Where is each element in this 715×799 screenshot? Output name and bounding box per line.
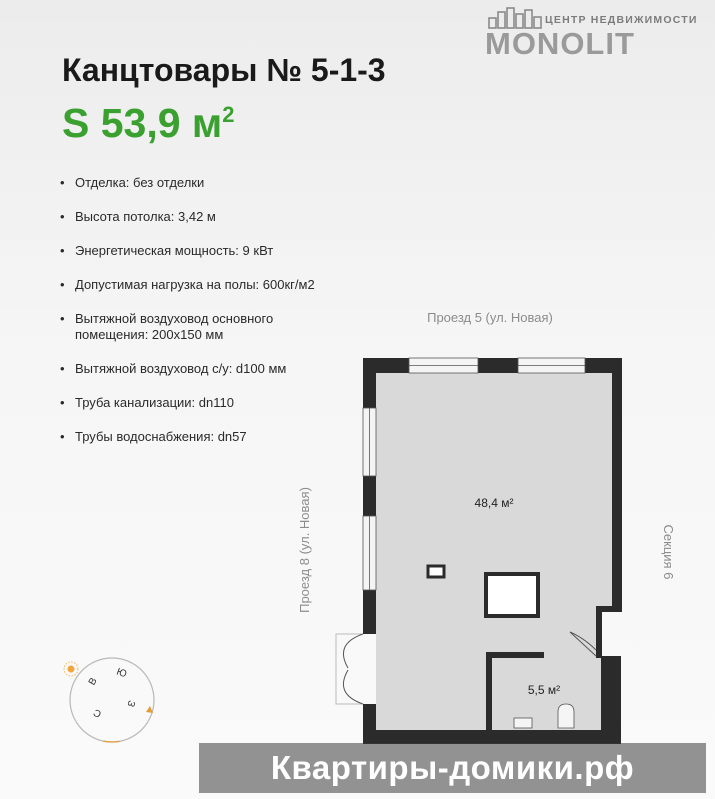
area-unit-exp: 2: [222, 102, 235, 127]
main-room-area: 48,4 м²: [474, 496, 514, 510]
right-section-label: Секция 6: [661, 524, 676, 580]
spec-item: • Вытяжной воздуховод основного помещения: 200х150 мм: [60, 311, 320, 343]
toilet: [558, 704, 574, 728]
arrow-icon: [146, 706, 153, 713]
spec-item: • Труба канализации: dn110: [60, 395, 320, 411]
area-value: S 53,9 м: [62, 100, 223, 146]
compass-n: Ю: [114, 666, 129, 681]
entrance-door: [336, 634, 363, 704]
left-street-label: Проезд 8 (ул. Новая): [297, 487, 312, 613]
spec-item: • Энергетическая мощность: 9 кВт: [60, 243, 320, 259]
ventilation-duct: [428, 566, 444, 577]
logo-brand: MONOLIT: [485, 26, 635, 61]
top-street-label: Проезд 5 (ул. Новая): [427, 310, 553, 325]
page-title: Канцтовары № 5-1-3: [62, 52, 386, 88]
watermark-banner: Квартиры-домики.рф: [199, 743, 706, 793]
compass-w: В: [86, 676, 100, 688]
spec-item: • Допустимая нагрузка на полы: 600кг/м2: [60, 277, 320, 293]
spec-item: • Высота потолка: 3,42 м: [60, 209, 320, 225]
spec-item: • Вытяжной воздуховод с/у: d100 мм: [60, 361, 320, 377]
compass-s: С: [91, 706, 104, 720]
spec-item: • Трубы водоснабжения: dn57: [60, 429, 320, 445]
spec-item: • Отделка: без отделки: [60, 175, 320, 191]
logo-subtitle: ЦЕНТР НЕДВИЖИМОСТИ: [545, 14, 698, 26]
sink: [514, 718, 532, 728]
compass-e: З: [124, 698, 137, 709]
sun-icon: [64, 662, 78, 676]
riser-shaft: [486, 574, 538, 616]
bathroom-area: 5,5 м²: [527, 683, 561, 697]
compass: [63, 651, 160, 748]
